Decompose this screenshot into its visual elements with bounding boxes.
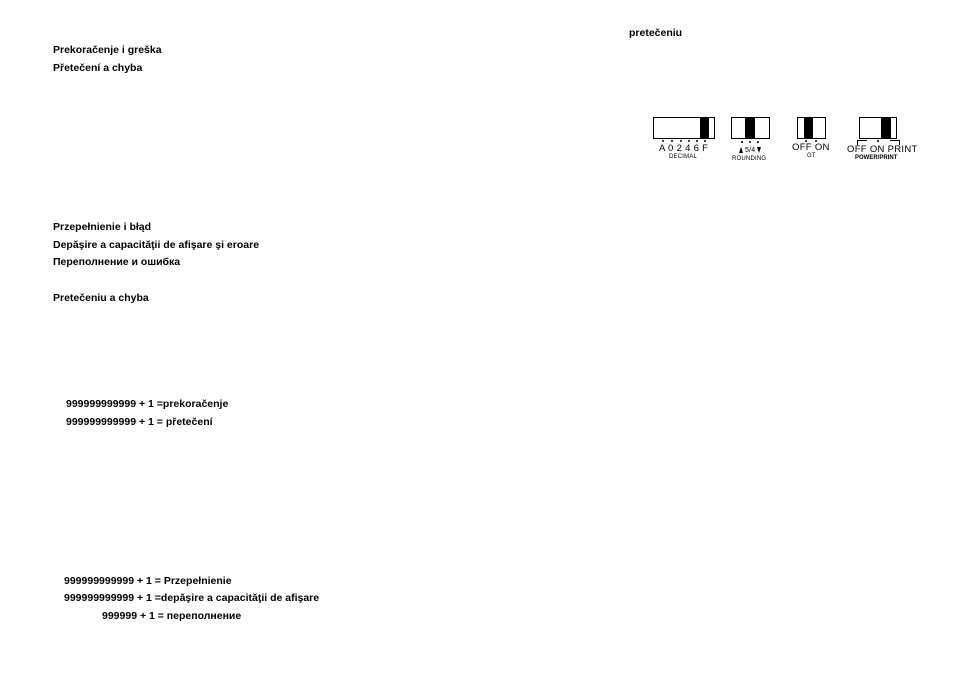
gt-switch-slider bbox=[804, 118, 813, 138]
heading-czech: Přetečení a chyba bbox=[53, 62, 143, 74]
power-print-switch-slider bbox=[881, 118, 891, 138]
decimal-tick-f bbox=[704, 140, 706, 142]
gt-positions: OFF ON bbox=[792, 142, 830, 153]
rounding-switch-slider bbox=[745, 118, 755, 138]
gt-title: GT bbox=[807, 153, 816, 159]
power-tick-on bbox=[877, 140, 879, 142]
example-russian: 999999 + 1 = переполнение bbox=[102, 610, 242, 622]
decimal-tick-6 bbox=[696, 140, 698, 142]
rounding-tick-up bbox=[741, 141, 743, 143]
example-czech: 999999999999 + 1 = přetečení bbox=[66, 416, 213, 428]
heading-romanian: Depăşire a capacităţii de afişare şi eroare bbox=[53, 239, 260, 251]
top-right-heading: pretečeniu bbox=[629, 27, 683, 39]
decimal-tick-2 bbox=[680, 140, 682, 142]
rounding-switch bbox=[731, 117, 770, 139]
rounding-title: ROUNDING bbox=[732, 156, 767, 162]
rounding-positions: 5/4 bbox=[745, 147, 756, 154]
decimal-tick-a bbox=[662, 140, 664, 142]
power-print-positions: OFF ON PRINT bbox=[847, 144, 918, 155]
rounding-tick-mid bbox=[749, 141, 751, 143]
decimal-tick-4 bbox=[688, 140, 690, 142]
decimal-positions: A 0 2 4 6 F bbox=[659, 143, 709, 154]
decimal-title: DECIMAL bbox=[669, 154, 698, 160]
power-print-title: POWER/PRINT bbox=[855, 155, 898, 161]
example-polish: 999999999999 + 1 = Przepełnienie bbox=[64, 575, 232, 587]
rounding-tick-down bbox=[757, 141, 759, 143]
heading-polish: Przepełnienie i błąd bbox=[53, 221, 152, 233]
heading-russian: Переполнение и ошибка bbox=[53, 256, 181, 268]
example-romanian: 999999999999 + 1 =depăşire a capacităţii de afişare bbox=[64, 592, 320, 604]
decimal-tick-0 bbox=[671, 140, 673, 142]
round-up-icon bbox=[739, 147, 743, 153]
example-croatian: 999999999999 + 1 =prekoračenje bbox=[66, 398, 229, 410]
decimal-switch bbox=[653, 117, 715, 139]
decimal-switch-slider bbox=[700, 118, 709, 138]
gt-switch bbox=[797, 117, 826, 139]
round-down-icon bbox=[757, 147, 761, 153]
heading-croatian: Prekoračenje i greška bbox=[53, 44, 162, 56]
heading-slovak: Pretečeniu a chyba bbox=[53, 292, 149, 304]
power-print-switch bbox=[859, 117, 897, 139]
